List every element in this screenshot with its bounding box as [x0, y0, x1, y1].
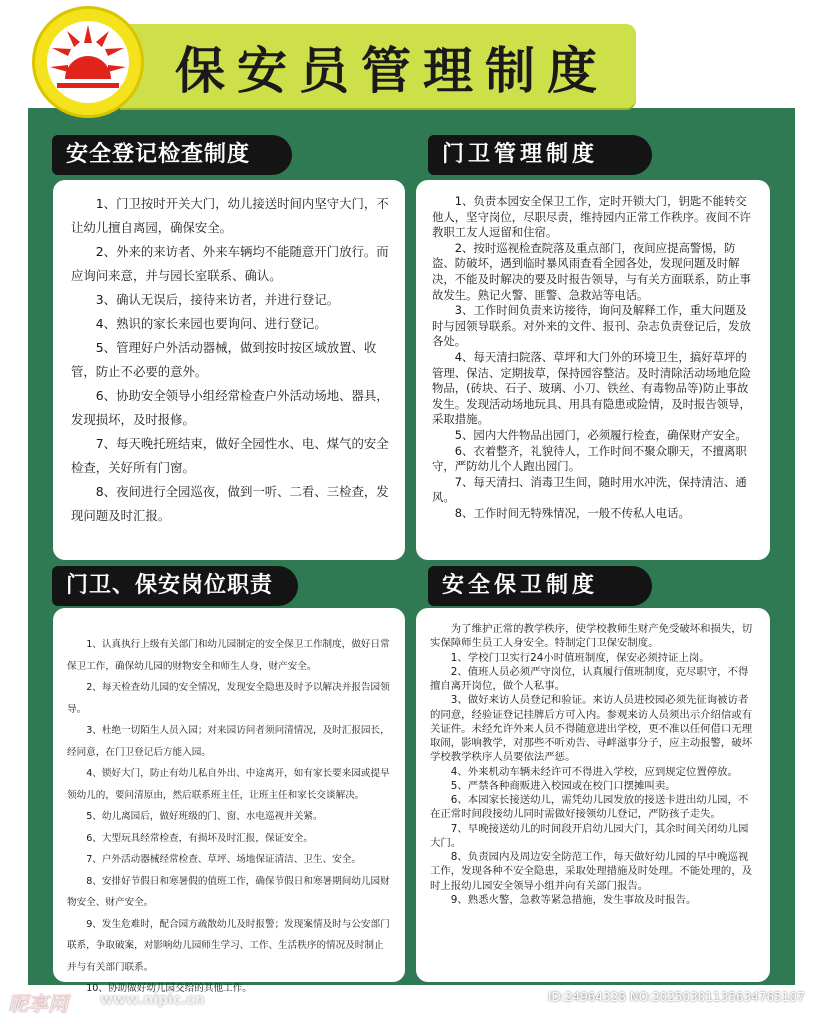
- list-item: 3、做好来访人员登记和验证。来访人员进校园必须先征询被访者的同意，经验证登记挂牌后方可入内。参观来访人员须出示介绍信或有关证件。未经允许外来人员不得随意进出学校，更不准以任何借口无理取闹，影响教学，对那些不听劝告、寻衅滋事分子，应主动报警，破坏学校教学秩序人员要依法严惩。: [430, 694, 753, 764]
- list-item: 为了维护正常的教学秩序，使学校教师生财产免受破坏和损失，切实保障师生员工人身安全。特制定门卫保安制度。: [430, 623, 753, 650]
- list-item: 5、幼儿离园后，做好班级的门、窗、水电巡视并关紧。: [86, 811, 323, 822]
- list-item: 5、园内大件物品出园门，必须履行检查，确保财产安全。: [454, 427, 747, 442]
- list-item: 8、安排好节假日和寒暑假的值班工作，确保节假日和寒暑期间幼儿园财物安全、财产安全。: [67, 875, 390, 908]
- list-item: 2、每天检查幼儿园的安全情况，发现安全隐患及时予以解决并报告园领导。: [67, 682, 390, 715]
- guard-duties-panel: [53, 608, 405, 994]
- list-item: 4、每天清扫院落、草坪和大门外的环境卫生，搞好草坪的管理、保洁、定期拔草，保持园容整洁。及时清除活动场地危险物品，(砖块、石子、玻璃、小刀、铁丝、有毒物品等)防止事故发生。发现活动场地玩具、用具有隐患或险情，及时报告领导，采取措施。: [432, 349, 751, 427]
- list-item: 4、外来机动车辆未经许可不得进入学校，应到规定位置停放。: [450, 765, 738, 778]
- list-item: 6、本园家长接送幼儿，需凭幼儿园发放的接送卡进出幼儿园，不在正常时间段接幼儿同时需做好接领幼儿登记，严防孩子走失。: [430, 794, 749, 821]
- section-heading-security-system: 安全保卫制度: [428, 566, 652, 606]
- section-heading-guard-duties: 门卫、保安岗位职责: [52, 566, 298, 606]
- list-item: 8、工作时间无特殊情况，一般不传私人电话。: [454, 505, 690, 520]
- list-item: 6、大型玩具经常检查，有损坏及时汇报，保证安全。: [86, 832, 313, 844]
- list-item: 9、熟悉火警，急救等紧急措施，发生事故及时报告。: [450, 893, 697, 906]
- list-item: 7、早晚接送幼儿的时间段开启幼儿园大门，其余时间关闭幼儿园大门。: [430, 822, 749, 849]
- list-item: 3、杜绝一切陌生人员入园；对来园访问者须问清情况，及时汇报园长，经同意，在门卫登记后方能入园。: [67, 725, 390, 758]
- list-item: 1、学校门卫实行24小时值班制度，保安必须持证上岗。: [450, 651, 710, 664]
- page-title: 保安员管理制度: [175, 41, 609, 100]
- list-item: 5、管理好户外活动器械，做到按时按区域放置、收管，防止不必要的意外。: [71, 340, 377, 379]
- watermark-logo: [8, 988, 68, 1017]
- sun-logo-icon: [47, 21, 129, 103]
- list-item: 7、每天晚托班结束，做好全园性水、电、煤气的安全检查，关好所有门窗。: [71, 436, 389, 475]
- list-item: 3、工作时间负责来访接待，询问及解释工作，重大问题及时与园领导联系。对外来的文件、报刊、杂志负责登记后，发放各处。: [432, 303, 751, 349]
- list-item: 3、确认无误后，接待来访者，并进行登记。: [95, 292, 340, 307]
- list-item: 10、协助做好幼儿园交给的其他工作。: [86, 983, 252, 994]
- logo-badge: [32, 6, 144, 118]
- list-item: 2、值班人员必须严守岗位，认真履行值班制度，克尽职守，不得擅自离开岗位，做个人私事。: [430, 665, 749, 692]
- gate-management-panel: [416, 180, 770, 560]
- watermark-logo-text: 昵享网: [8, 992, 68, 1016]
- security-system-panel: [416, 608, 770, 982]
- list-item: 1、认真执行上级有关部门和幼儿园制定的安全保卫工作制度，做好日常保卫工作，确保幼儿园的财物安全和师生人身，财产安全。: [67, 639, 390, 672]
- list-item: 1、负责本园安全保卫工作，定时开锁大门，钥匙不能转交他人，坚守岗位，尽职尽责，维持园内正常工作秩序。夜间不许教职工友人逗留和住宿。: [432, 194, 751, 240]
- watermark-url: www.nipic.cn: [100, 992, 205, 1008]
- section-heading-gate-management: 门卫管理制度: [428, 135, 652, 175]
- list-item: 8、负责园内及周边安全防范工作，每天做好幼儿园的早中晚巡视工作，发现各种不安全隐患，采取处理措施及时处理。不能处理的，及时上报幼儿园安全领导小组并向有关部门报告。: [430, 851, 753, 892]
- list-item: 6、协助安全领导小组经常检查户外活动场地、器具，发现损坏，及时报修。: [71, 388, 389, 427]
- list-item: 7、每天清扫、消毒卫生间，随时用水冲洗，保持清洁、通风。: [432, 474, 747, 505]
- list-item: 9、发生危难时，配合园方疏散幼儿及时报警；发现案情及时与公安部门联系，争取破案，对影响幼儿园师生学习、工作、生活秩序的情况及时制止并与有关部门联系。: [67, 918, 390, 973]
- watermark-id: ID:24964328 NO:20250301135634765107: [548, 990, 805, 1004]
- safety-registration-panel: [53, 180, 405, 560]
- list-item: 2、按时巡视检查院落及重点部门，夜间应提高警惕，防盗、防破坏，遇到临时暴风雨查看全园各处，发现问题及时解决，不能及时解决的要及时报告领导，与有关方面联系，防止事故发生。熟记火警、匪警、急救站等电话。: [432, 240, 751, 302]
- list-item: 7、户外活动器械经常检查、草坪、场地保证清洁、卫生、安全。: [86, 854, 361, 865]
- list-item: 4、锁好大门，防止有幼儿私自外出、中途离开，如有家长要来园或提早领幼儿的，要问清原由，然后联系班主任，让班主任和家长交谈解决。: [67, 768, 390, 801]
- list-item: 4、熟识的家长来园也要询问、进行登记。: [95, 316, 327, 331]
- list-item: 8、夜间进行全园巡夜，做到一听、二看、三检查，发现问题及时汇报。: [71, 484, 389, 523]
- list-item: 5、严禁各种商贩进入校园或在校门口摆摊叫卖。: [450, 779, 676, 792]
- list-item: 2、外来的来访者、外来车辆均不能随意开门放行。而应询问来意，并与园长室联系、确认。: [71, 244, 389, 283]
- list-item: 1、门卫按时开关大门，幼儿接送时间内坚守大门，不让幼儿擅自离园，确保安全。: [71, 196, 389, 235]
- list-item: 6、衣着整齐，礼貌待人，工作时间不聚众聊天，不擅离职守，严防幼儿个人跑出园门。: [432, 443, 747, 474]
- section-heading-safety-registration: 安全登记检查制度: [52, 135, 292, 175]
